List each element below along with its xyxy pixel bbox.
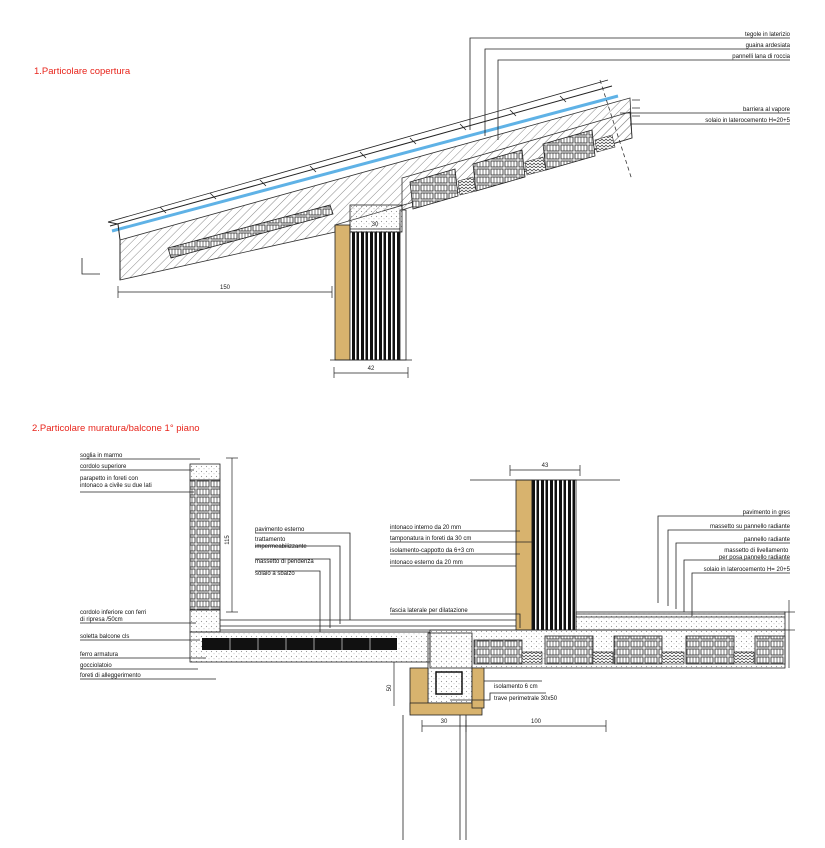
label-radiant-screed: massetto su pannello radiante bbox=[709, 524, 790, 530]
label-parapet-line1: parapetto in foreti con bbox=[80, 476, 139, 482]
section1-title: 1.Particolare copertura bbox=[34, 66, 131, 77]
label-slope-screed: massetto di pendenza bbox=[255, 559, 314, 565]
label-top-ring-beam: cordolo superiore bbox=[80, 464, 127, 470]
dim-parapet-height: 115 bbox=[225, 535, 231, 545]
label-insulation-6cm: isolamento 6 cm bbox=[494, 684, 538, 690]
label-waterproofing bbox=[255, 537, 307, 550]
label-marble-sill: soglia in marmo bbox=[80, 453, 123, 459]
label-waterproofing-line2: impermeabilizzante bbox=[255, 544, 307, 550]
label-lower-ring-beam-line1: cordolo inferiore con ferri bbox=[80, 610, 147, 616]
label-perimeter-beam: trave perimetrale 30x50 bbox=[494, 696, 558, 702]
label-lower-ring-beam-line2: di ripresa /50cm bbox=[80, 617, 123, 623]
roof-label-tiles: tegole in laterizio bbox=[744, 32, 790, 38]
label-levelling-screed-line1: massetto di livellamento bbox=[724, 548, 789, 554]
balcony-dimensions bbox=[226, 458, 795, 732]
dim-wall-core: 30 bbox=[371, 222, 379, 228]
label-internal-plaster: intonaco interno da 20 mm bbox=[390, 525, 462, 531]
label-levelling-screed-line2: per posa pannello radiante bbox=[718, 555, 790, 561]
balcony-detail bbox=[190, 464, 785, 840]
label-lower-ring-beam bbox=[80, 610, 148, 623]
label-rebar: ferro armatura bbox=[80, 652, 119, 658]
label-radiant-panel: pannello radiante bbox=[743, 537, 790, 543]
dim-eave-overhang: 150 bbox=[219, 285, 231, 291]
label-infill-wall: tamponatura in foreti da 30 cm bbox=[390, 536, 472, 542]
label-floor-slab: solaio in laterocemento H= 20+5 bbox=[703, 567, 790, 573]
roof-label-slab: solaio in laterocemento H=20+5 bbox=[705, 118, 790, 124]
label-cantilever-slab: solaio a sbalzo bbox=[255, 571, 295, 577]
roof-label-vapour: barriera al vapore bbox=[742, 107, 790, 113]
label-parapet-line2: intonaco a civile su due lati bbox=[80, 483, 152, 489]
dim-wall-total: 42 bbox=[367, 366, 375, 372]
label-external-floor: pavimento esterno bbox=[255, 527, 305, 533]
label-expansion-strip: fascia laterale per dilatazione bbox=[390, 608, 468, 614]
dim-cantilever: 100 bbox=[530, 719, 542, 725]
roof-label-rockwool: pannelli lana di roccia bbox=[732, 54, 790, 60]
roof-detail bbox=[82, 80, 632, 360]
section2-title: 2.Particolare muratura/balcone 1° piano bbox=[32, 423, 200, 434]
label-levelling-screed bbox=[719, 548, 791, 561]
roof-label-membrane: guaina ardesiata bbox=[745, 43, 790, 49]
dim-beam-width: 30 bbox=[440, 719, 448, 725]
label-stoneware-floor: pavimento in gres bbox=[742, 510, 790, 516]
label-drip: gocciolatoio bbox=[80, 663, 112, 669]
label-waterproofing-line1: trattamento bbox=[255, 537, 286, 543]
label-external-insulation: isolamento-cappotto da 6+3 cm bbox=[390, 548, 474, 554]
dim-left-drop: 50 bbox=[387, 684, 393, 692]
label-parapet bbox=[80, 476, 152, 489]
label-external-plaster: intonaco esterno da 20 mm bbox=[390, 560, 463, 566]
dim-wall-top: 43 bbox=[541, 463, 549, 469]
label-lightening-bricks: foreti di alleggerimento bbox=[80, 673, 141, 679]
label-balcony-slab: soletta balcone cls bbox=[80, 634, 130, 640]
